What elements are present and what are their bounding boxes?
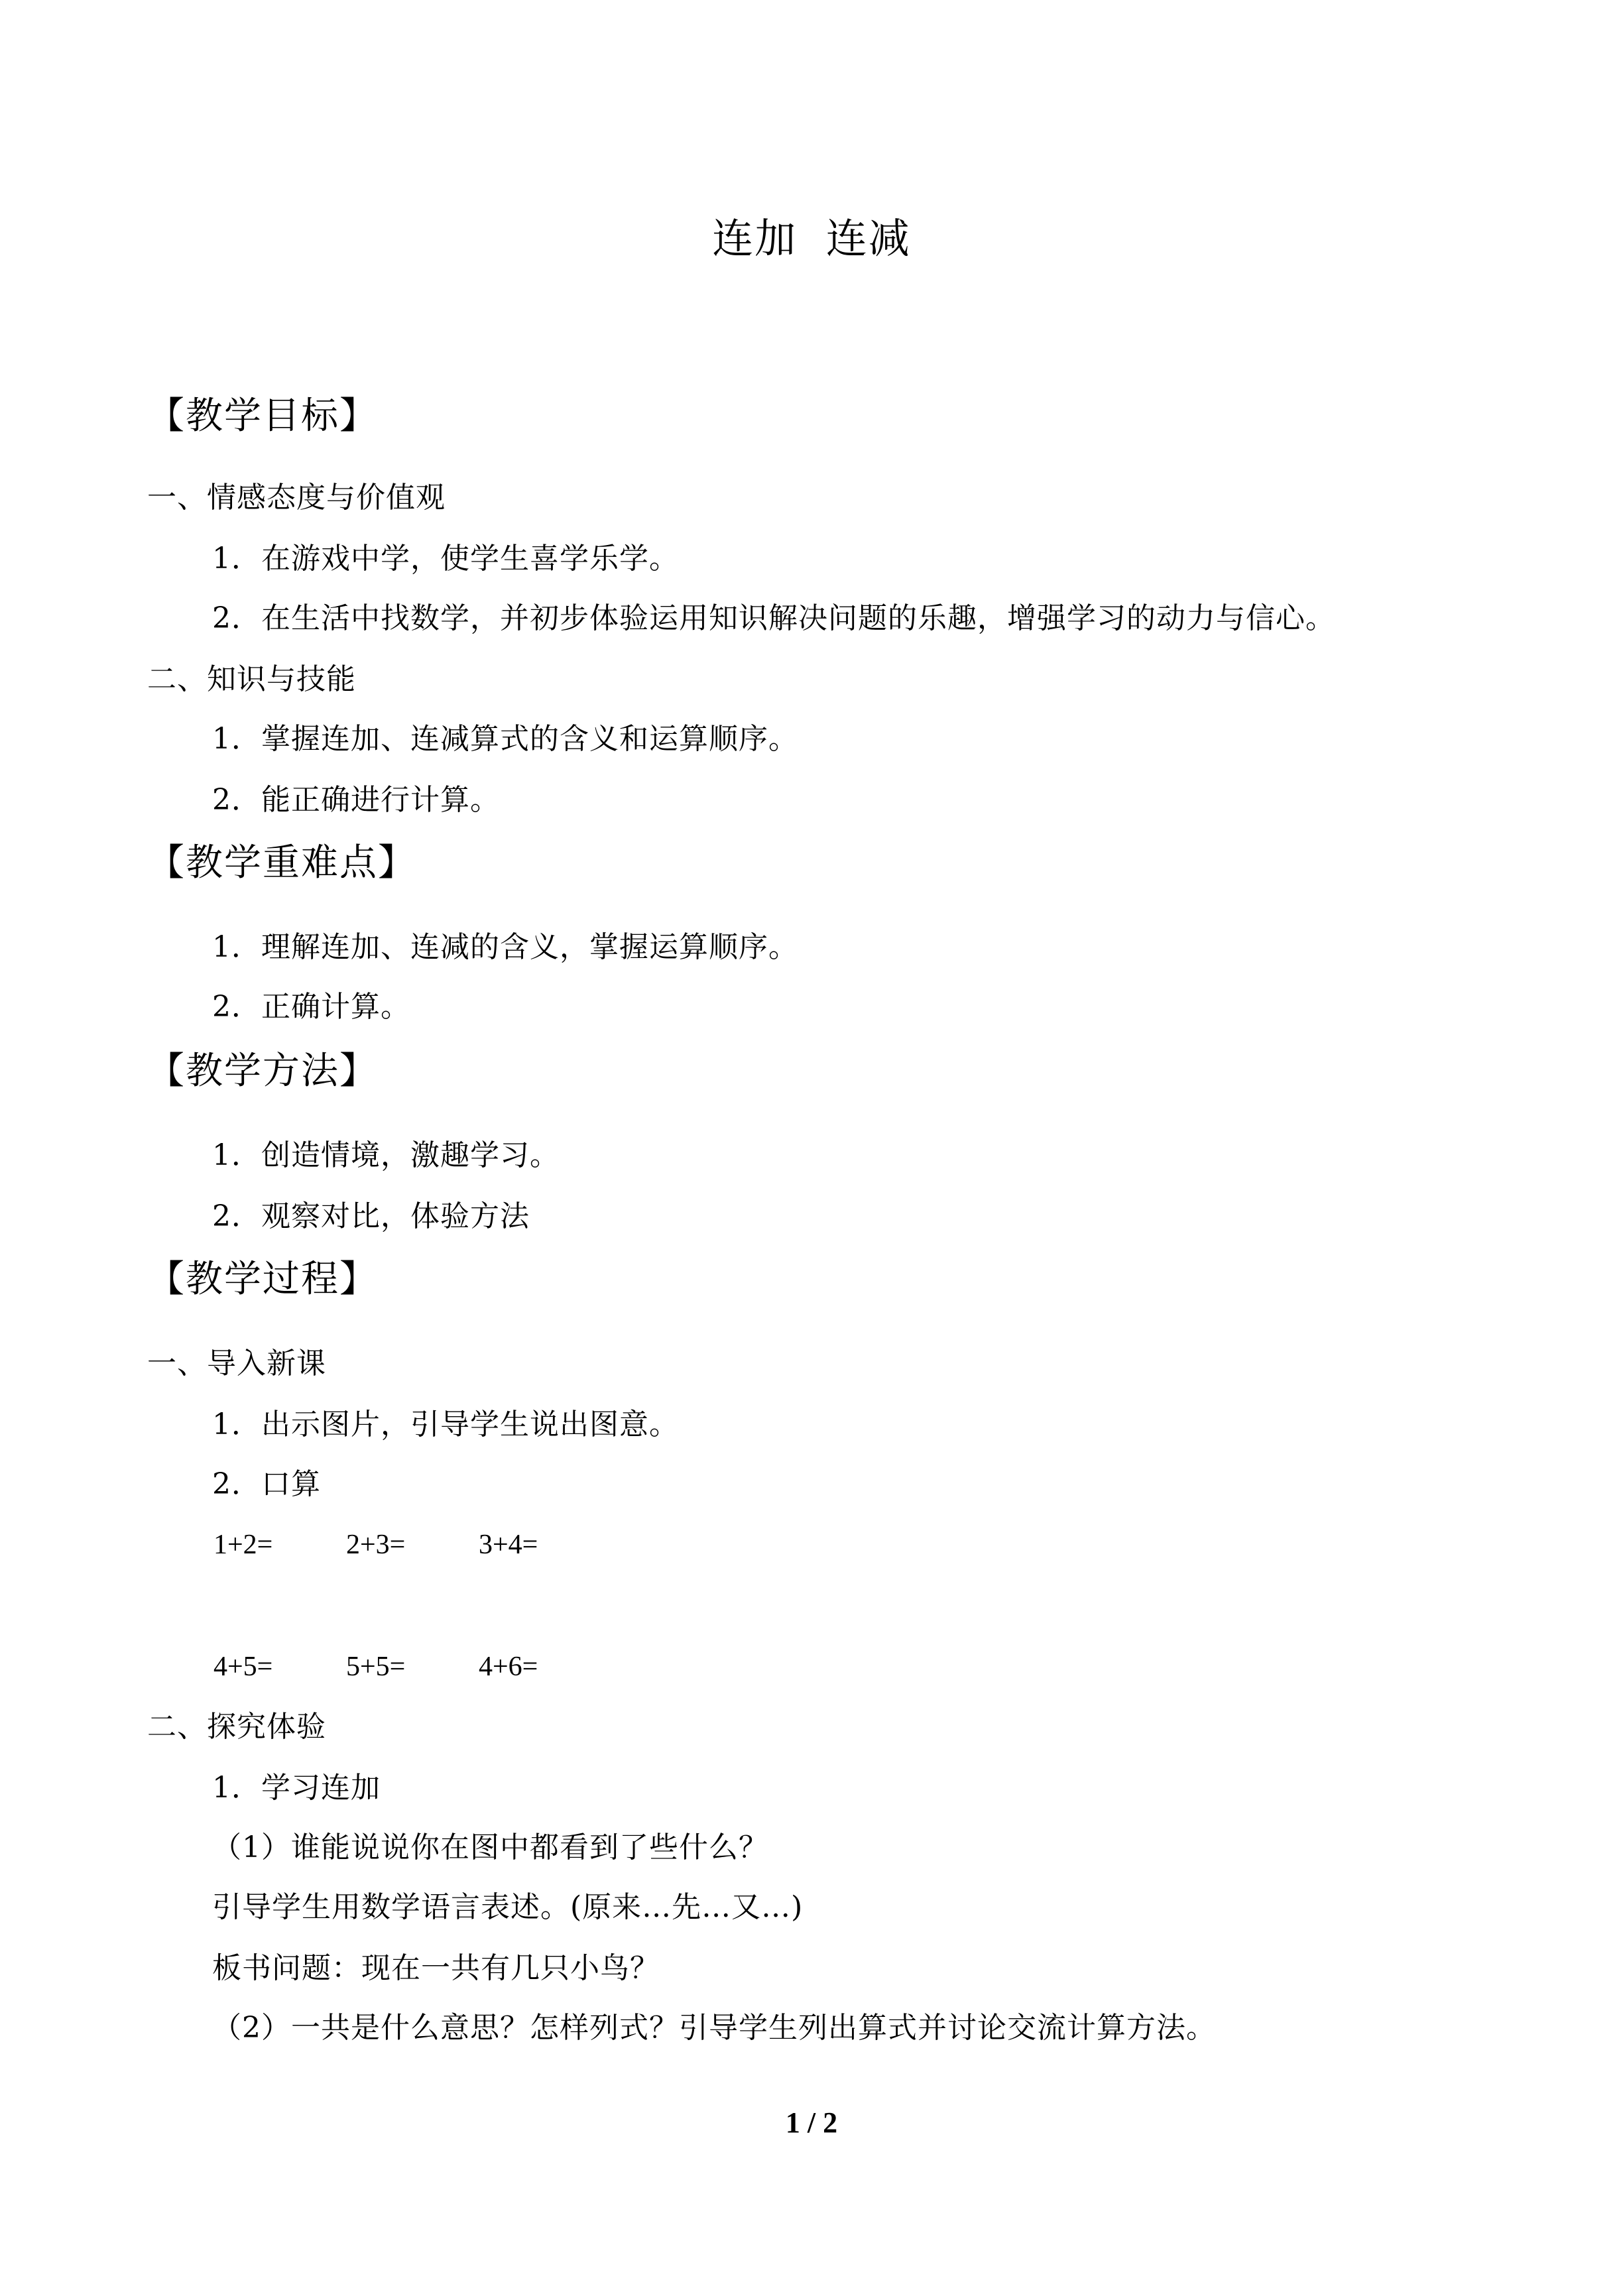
heading-teaching-goals: 【教学目标】	[147, 394, 378, 438]
methods-item-1: 1．创造情境，激趣学习。	[212, 1138, 560, 1172]
heading-key-points: 【教学重难点】	[147, 841, 416, 884]
process-part-2-item-1: 1．学习连加	[212, 1771, 381, 1805]
process-question-1: （1）谁能说说你在图中都看到了些什么？	[212, 1831, 768, 1864]
goals-part-1-label: 一、情感态度与价值观	[147, 481, 446, 514]
process-board-text: 板书问题：现在一共有几只小鸟？	[212, 1951, 660, 1985]
process-part-1-label: 一、导入新课	[147, 1347, 326, 1380]
oral-calc-expression: 1+2=	[213, 1530, 273, 1560]
process-part-2-label: 二、探究体验	[147, 1710, 326, 1744]
key-points-item-1: 1．理解连加、连减的含义，掌握运算顺序。	[212, 930, 798, 964]
heading-teaching-process: 【教学过程】	[147, 1258, 378, 1301]
methods-item-2: 2．观察对比，体验方法	[212, 1199, 530, 1233]
process-part-1-item-1: 1．出示图片，引导学生说出图意。	[212, 1408, 679, 1441]
oral-calc-expression: 5+5=	[346, 1652, 406, 1682]
goals-part-2-item-1: 1．掌握连加、连减算式的含义和运算顺序。	[212, 722, 798, 756]
goals-part-1-item-2: 2．在生活中找数学，并初步体验运用知识解决问题的乐趣，增强学习的动力与信心。	[212, 601, 1335, 635]
oral-calc-expression: 4+5=	[213, 1652, 273, 1682]
oral-calc-expression: 4+6=	[479, 1652, 538, 1682]
key-points-item-2: 2．正确计算。	[212, 990, 410, 1024]
page-number: 1 / 2	[785, 2106, 838, 2139]
page-title: 连加 连减	[712, 214, 911, 263]
heading-teaching-methods: 【教学方法】	[147, 1050, 378, 1093]
goals-part-2-item-2: 2．能正确进行计算。	[212, 783, 500, 817]
goals-part-1-item-1: 1．在游戏中学，使学生喜学乐学。	[212, 542, 679, 575]
oral-calc-expression: 3+4=	[479, 1530, 538, 1560]
goals-part-2-label: 二、知识与技能	[147, 662, 356, 696]
oral-calc-expression: 2+3=	[346, 1530, 406, 1560]
process-part-1-item-2: 2．口算	[212, 1467, 321, 1501]
process-guide-text: 引导学生用数学语言表述。(原来…先…又…)	[212, 1890, 804, 1924]
process-question-2: （2）一共是什么意思？怎样列式？引导学生列出算式并讨论交流计算方法。	[212, 2011, 1216, 2045]
